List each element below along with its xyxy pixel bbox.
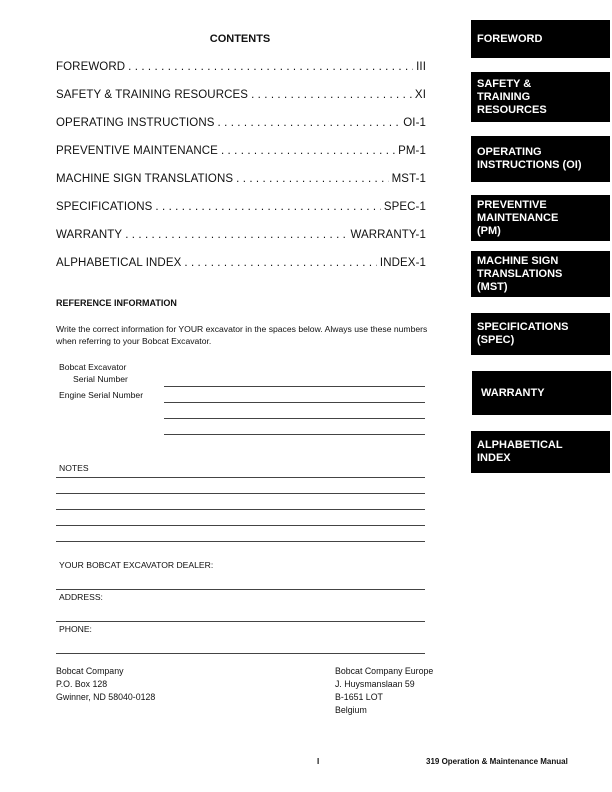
- tab-label: SAFETY & TRAINING RESOURCES: [477, 77, 547, 116]
- excavator-serial-label-line2: Serial Number: [73, 374, 128, 384]
- toc-page: OI-1: [403, 117, 426, 129]
- company-us-address: [56, 665, 155, 704]
- address-line: Gwinner, ND 58040-0128: [56, 692, 156, 702]
- engine-serial-field-extra[interactable]: [164, 418, 425, 419]
- phone-field[interactable]: [56, 653, 425, 654]
- toc-leader: [155, 201, 380, 213]
- dealer-field[interactable]: [56, 589, 425, 590]
- tab-preventive-maintenance[interactable]: [471, 195, 610, 241]
- tab-safety-training[interactable]: [471, 72, 610, 122]
- engine-serial-label: Engine Serial Number: [59, 390, 144, 400]
- toc-leader: [251, 89, 412, 101]
- toc-entry-foreword[interactable]: [56, 61, 426, 75]
- toc-entry-maintenance[interactable]: [56, 145, 426, 159]
- contents-title: CONTENTS: [209, 33, 271, 45]
- address-line: J. Huysmanslaan 59: [335, 679, 415, 689]
- toc-entry-specifications[interactable]: [56, 201, 426, 215]
- dealer-label: YOUR BOBCAT EXCAVATOR DEALER:: [59, 560, 214, 570]
- toc-leader: [218, 117, 401, 129]
- toc-label: SPECIFICATIONS: [56, 201, 153, 213]
- engine-serial-field[interactable]: [164, 402, 425, 403]
- address-label: ADDRESS:: [59, 592, 103, 602]
- notes-line[interactable]: [56, 477, 425, 478]
- reference-title: REFERENCE INFORMATION: [56, 298, 177, 308]
- toc-page: MST-1: [391, 173, 426, 185]
- address-field[interactable]: [56, 621, 425, 622]
- excavator-serial-field[interactable]: [164, 386, 425, 387]
- tab-alphabetical-index[interactable]: [471, 431, 610, 473]
- toc-entry-safety[interactable]: [56, 89, 426, 103]
- toc-label: ALPHABETICAL INDEX: [56, 257, 182, 269]
- toc-page: III: [416, 61, 426, 73]
- tab-label: FOREWORD: [477, 32, 543, 45]
- engine-serial-field-extra[interactable]: [164, 434, 425, 435]
- reference-instructions: Write the correct information for YOUR excavator in the spaces below. Always use these numbers when referring to your Bobcat Excavator.: [56, 324, 428, 346]
- toc-entry-operating[interactable]: [56, 117, 426, 131]
- toc-label: PREVENTIVE MAINTENANCE: [56, 145, 218, 157]
- toc-label: OPERATING INSTRUCTIONS: [56, 117, 215, 129]
- notes-line[interactable]: [56, 509, 425, 510]
- tab-label: WARRANTY: [481, 386, 545, 399]
- notes-label: NOTES: [59, 463, 89, 473]
- company-eu-address: [335, 665, 433, 717]
- toc-entry-warranty[interactable]: [56, 229, 426, 243]
- toc-entry-sign-translations[interactable]: [56, 173, 426, 187]
- tab-label: SPECIFICATIONS (SPEC): [477, 321, 569, 346]
- tab-operating-instructions[interactable]: [471, 136, 610, 182]
- toc-leader: [184, 257, 377, 269]
- notes-line[interactable]: [56, 541, 425, 542]
- excavator-serial-label-line1: Bobcat Excavator: [59, 362, 127, 372]
- toc-page: WARRANTY-1: [350, 229, 426, 241]
- tab-label: ALPHABETICAL INDEX: [477, 439, 563, 464]
- toc-label: WARRANTY: [56, 229, 123, 241]
- toc-leader: [221, 145, 395, 157]
- toc-page: SPEC-1: [383, 201, 426, 213]
- tab-label: OPERATING INSTRUCTIONS (OI): [477, 146, 582, 171]
- address-line: B-1651 LOT: [335, 692, 383, 702]
- toc-leader: [128, 61, 413, 73]
- notes-line[interactable]: [56, 493, 425, 494]
- tab-label: MACHINE SIGN TRANSLATIONS (MST): [477, 254, 563, 293]
- toc-page: XI: [414, 89, 426, 101]
- address-line: P.O. Box 128: [56, 679, 108, 689]
- tab-machine-sign-translations[interactable]: [471, 251, 610, 297]
- tab-specifications[interactable]: [471, 313, 610, 355]
- toc-page: PM-1: [398, 145, 426, 157]
- phone-label: PHONE:: [59, 624, 92, 634]
- tab-label: PREVENTIVE MAINTENANCE (PM): [477, 198, 559, 237]
- toc-page: INDEX-1: [379, 257, 426, 269]
- toc-leader: [125, 229, 347, 241]
- manual-title: 319 Operation & Maintenance Manual: [426, 757, 568, 766]
- tab-warranty[interactable]: [472, 371, 611, 415]
- notes-line[interactable]: [56, 525, 425, 526]
- address-line: Bobcat Company Europe: [335, 666, 434, 676]
- toc-label: FOREWORD: [56, 61, 126, 73]
- toc-label: SAFETY & TRAINING RESOURCES: [56, 89, 249, 101]
- page-number: I: [317, 757, 320, 766]
- toc-leader: [236, 173, 388, 185]
- tab-foreword[interactable]: [471, 20, 610, 58]
- address-line: Bobcat Company: [56, 666, 124, 676]
- toc-entry-index[interactable]: [56, 257, 426, 271]
- toc-label: MACHINE SIGN TRANSLATIONS: [56, 173, 234, 185]
- address-line: Belgium: [335, 705, 367, 715]
